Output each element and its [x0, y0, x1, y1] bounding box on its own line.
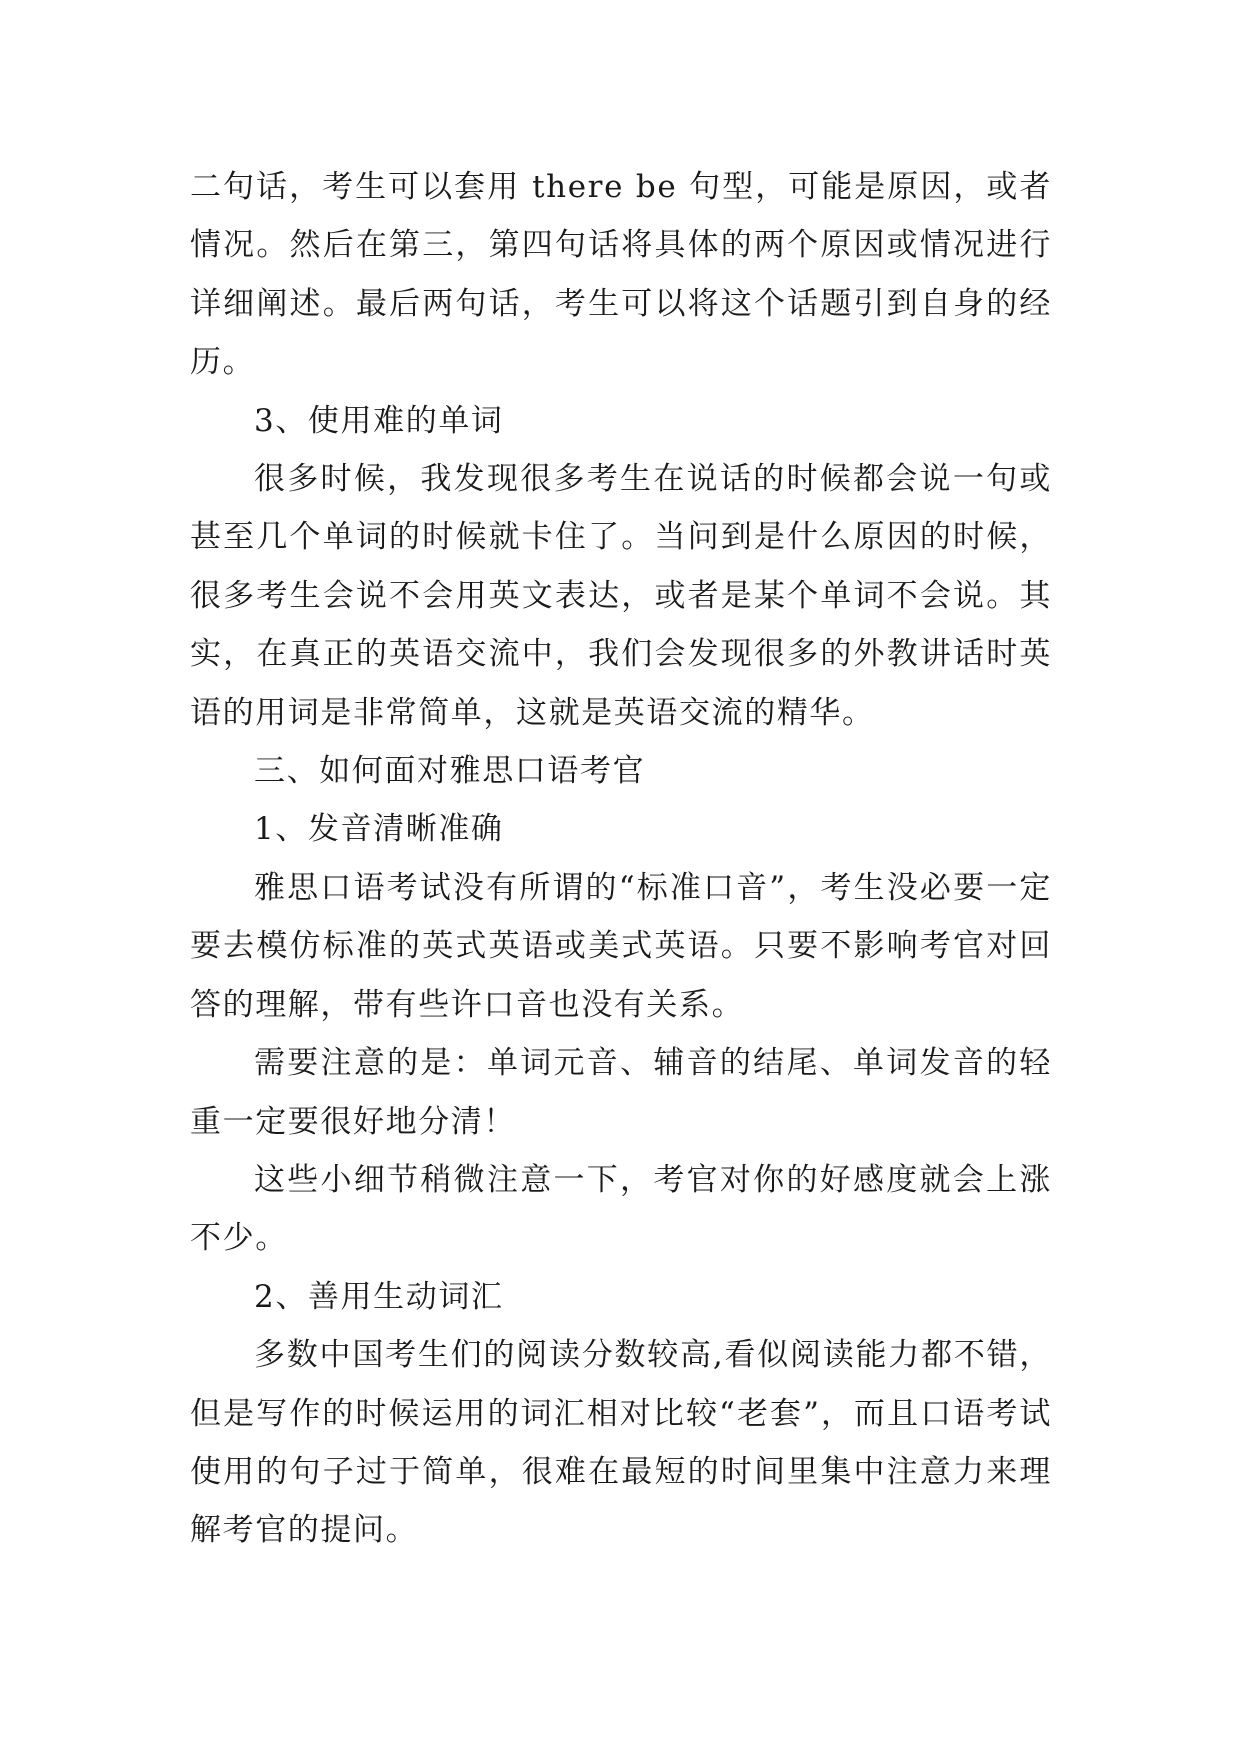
paragraph-continuation: 二句话，考生可以套用 there be 句型，可能是原因，或者情况。然后在第三，第四句话将具体的两个原因或情况进行详细阐述。最后两句话，考生可以将这个话题引到自身的经历。: [190, 169, 1052, 381]
heading-facing-examiner: 三、如何面对雅思口语考官: [254, 753, 646, 790]
document-body: [190, 158, 1052, 1560]
paragraph-simple-vocabulary: 很多时候，我发现很多考生在说话的时候都会说一句或甚至几个单词的时候就卡住了。当问到是什么原因的时候，很多考生会说不会用英文表达，或者是某个单词不会说。其实，在真正的英语交流中，我们会发现很多的外教讲话时英语的用词是非常简单，这就是英语交流的精华。: [190, 461, 1052, 731]
paragraph-standard-accent: 雅思口语考试没有所谓的“标准口音”，考生没必要一定要去模仿标准的英式英语或美式英语。只要不影响考官对回答的理解，带有些许口音也没有关系。: [190, 869, 1052, 1023]
paragraph-pronunciation-notes: 需要注意的是：单词元音、辅音的结尾、单词发音的轻重一定要很好地分清！: [190, 1045, 1052, 1140]
paragraph-reading-scores: 多数中国考生们的阅读分数较高,看似阅读能力都不错，但是写作的时候运用的词汇相对比较“老套”，而且口语考试使用的句子过于简单，很难在最短的时间里集中注意力来理解考官的提问。: [190, 1337, 1052, 1549]
heading-use-difficult-words: 3、使用难的单词: [254, 402, 504, 439]
heading-clear-pronunciation: 1、发音清晰准确: [254, 811, 504, 848]
paragraph-small-details: 这些小细节稍微注意一下，考官对你的好感度就会上涨不少。: [190, 1161, 1052, 1257]
heading-vivid-vocabulary: 2、善用生动词汇: [254, 1278, 504, 1315]
